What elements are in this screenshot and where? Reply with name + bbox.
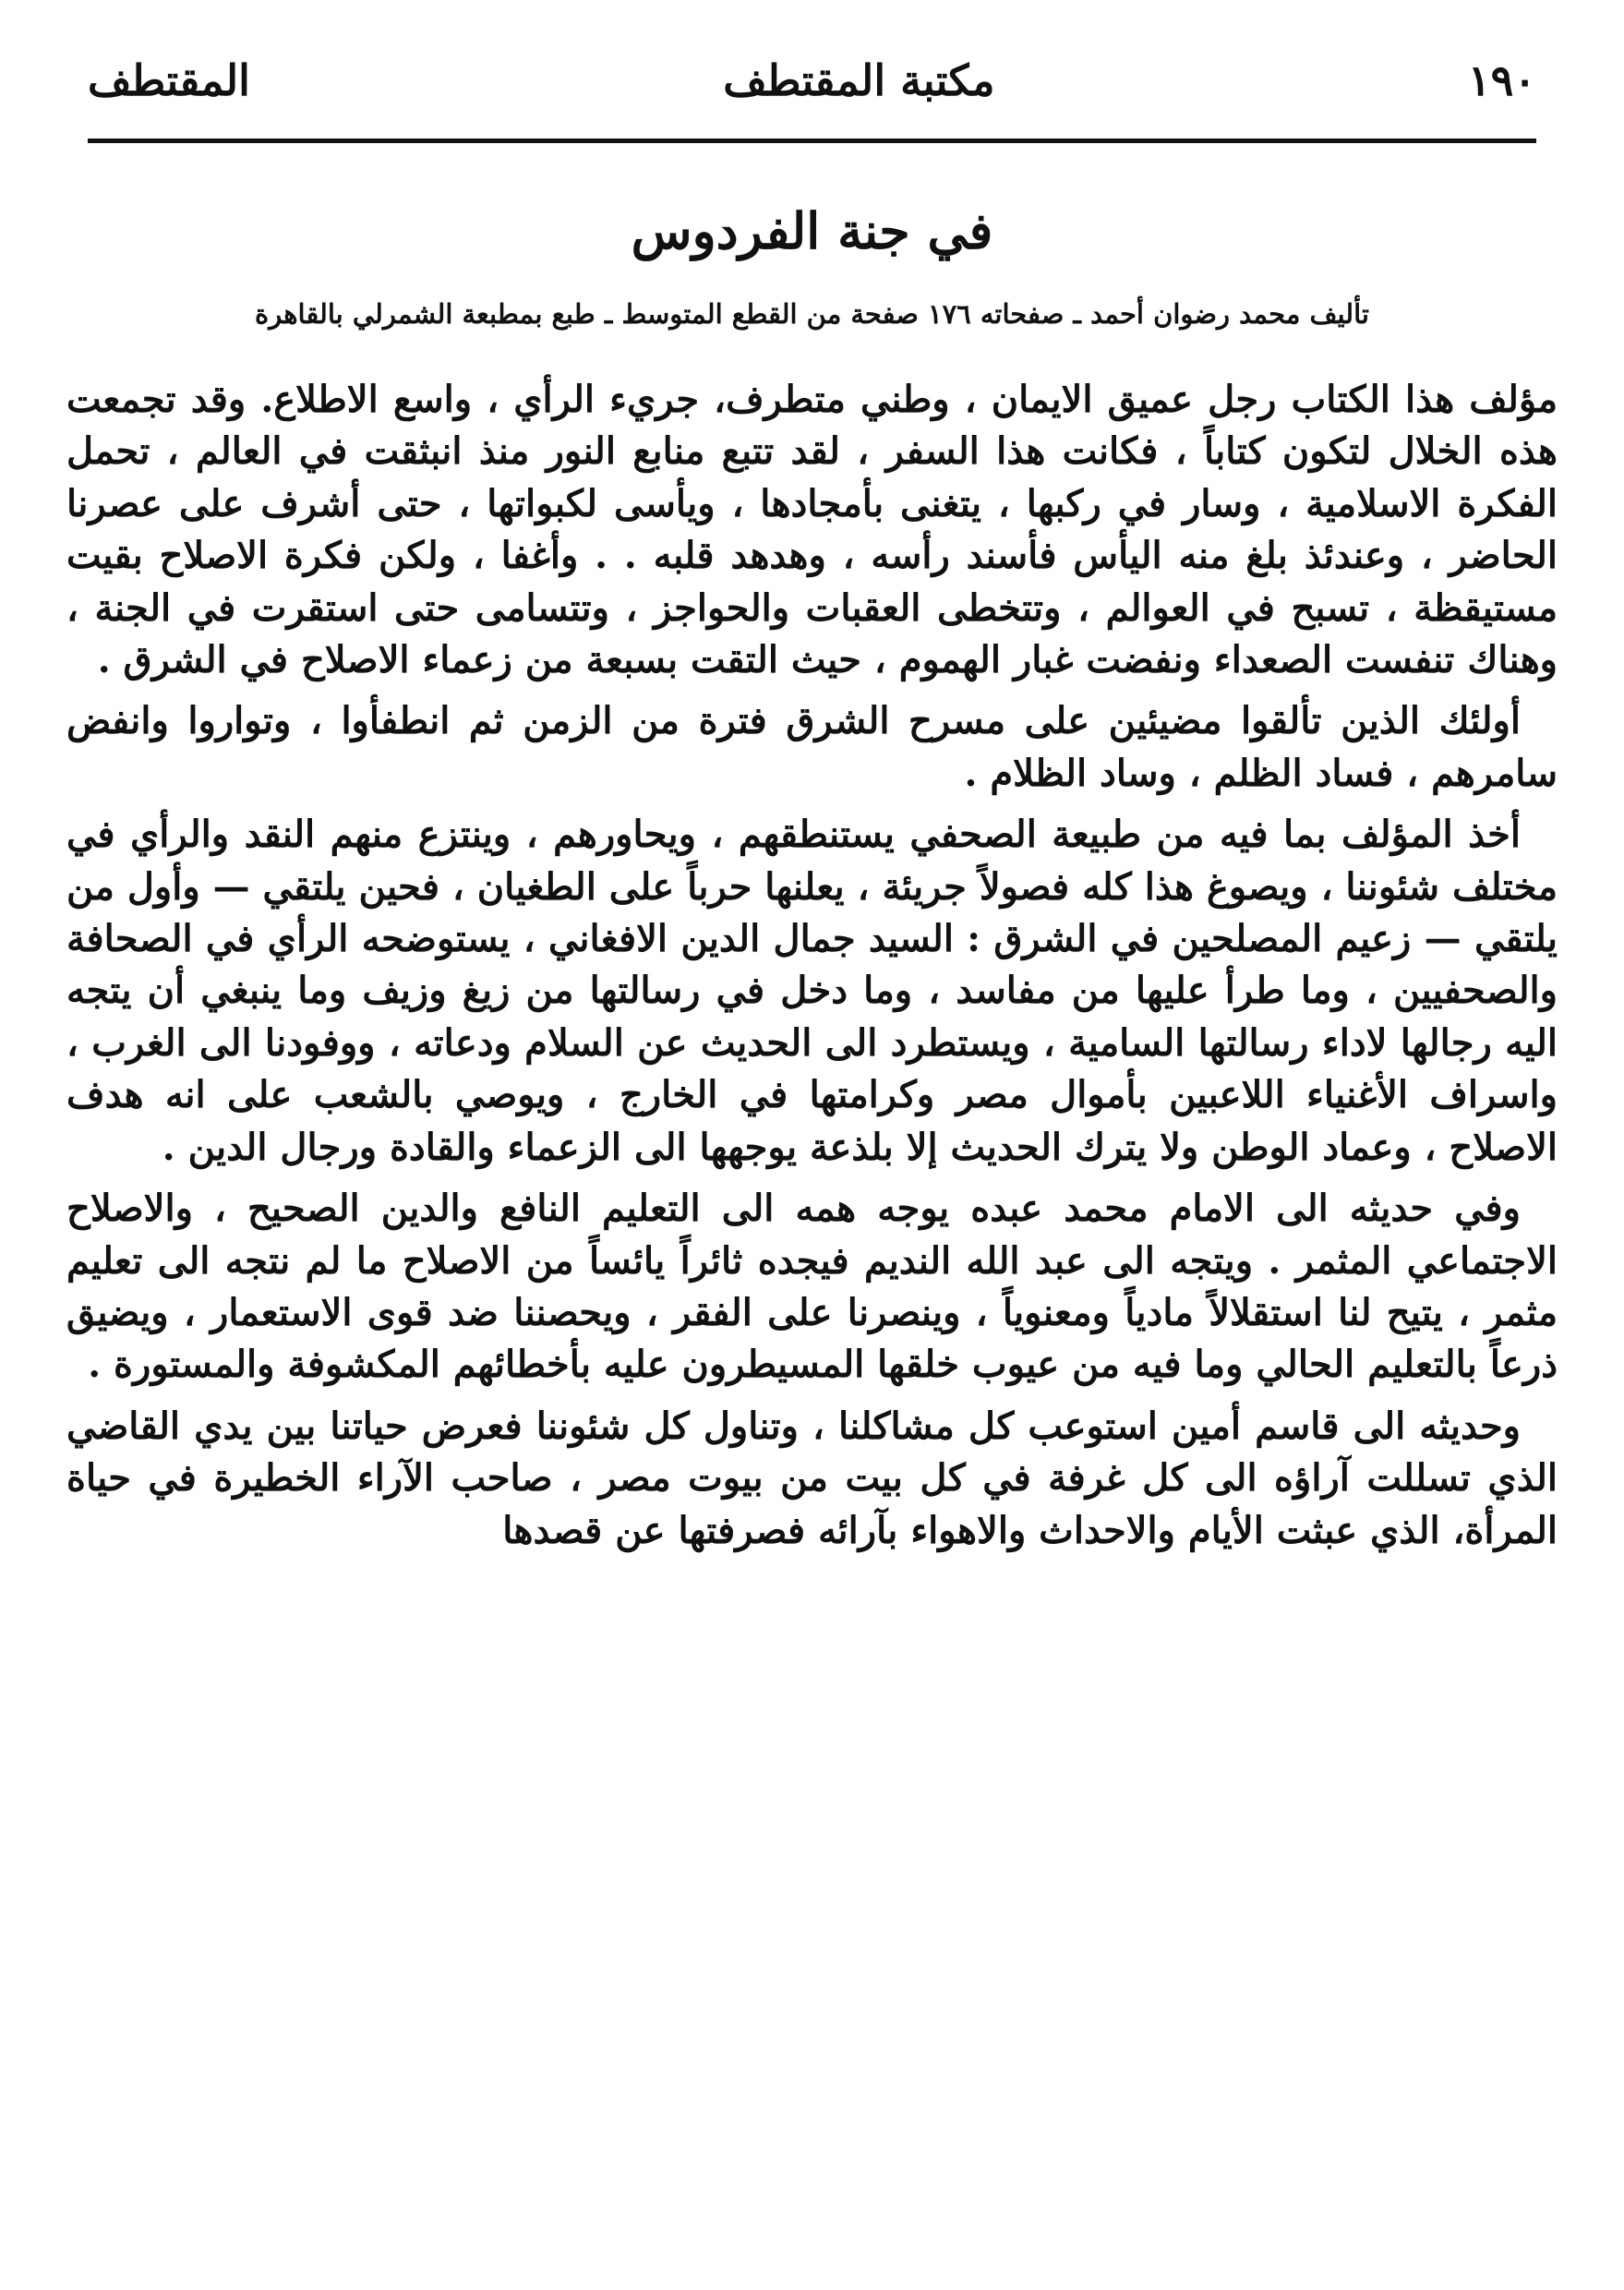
paragraph: أخذ المؤلف بما فيه من طبيعة الصحفي يستنطقهم ، ويحاورهم ، وينتزع منهم النقد والرأي في مختلف شئوننا ، ويصوغ هذا كله فصولاً جريئة ، يعلنها حرباً على الطغيان ، فحين يلتقي — وأول من يلتقي — زعيم المصلحين في الشرق : السيد جمال الدين الافغاني ، يستوضحه الرأي في الصحافة والصحفيين ، وما طرأ عليها من مفاسد ، وما دخل في رسالتها من زيغ وزيف وما ينبغي أن يتجه اليه رجالها لاداء رسالتها السامية ، ويستطرد الى الحديث عن السلام ودعاته ، ووفودنا الى الغرب ، واسراف الأغنياء اللاعبين بأموال مصر وكرامتها في الخارج ، ويوصي بالشعب على انه هدف الاصلاح ، وعماد الوطن ولا يترك الحديث إلا بلذعة يوجهها الى الزعماء والقادة ورجال الدين . [66,813,1558,1169]
book-info: تأليف محمد رضوان أحمد ـ صفحاته ١٧٦ صفحة من القطع المتوسط ـ طبع بمطبعة الشمرلي بالقاهرة [255,298,1369,330]
paragraph: وفي حديثه الى الامام محمد عبده يوجه همه الى التعليم النافع والدين الصحيح ، والاصلاح الاجتماعي المثمر . ويتجه الى عبد الله النديم فيجده ثائراً يائساً من الاصلاح ما لم نتجه الى تعليم مثمر ، يتيح لنا استقلالاً مادياً ومعنوياً ، وينصرنا على الفقر ، ويحصننا ضد قوى الاستعمار ، ويضيق ذرعاً بالتعليم الحالي وما فيه من عيوب خلقها المسيطرون عليه بأخطائهم المكشوفة والمستورة . [66,1187,1558,1387]
section-title: مكتبة المقتطف [723,55,995,105]
page-number: ١٩٠ [1467,55,1536,105]
article-body [66,374,1558,2272]
paragraph: أولئك الذين تألقوا مضيئين على مسرح الشرق فترة من الزمن ثم انطفأوا ، وتواروا وانفض سامرهم ، فساد الظلم ، وساد الظلام . [66,699,1558,795]
journal-name: المقتطف [88,55,250,105]
article-title: في جنة الفردوس [631,201,993,260]
header-rule [88,139,1536,143]
paragraph: وحديثه الى قاسم أمين استوعب كل مشاكلنا ، وتناول كل شئوننا فعرض حياتنا بين يدي القاضي الذي تسللت آراؤه الى كل غرفة في كل بيت من بيوت مصر ، صاحب الآراء الخطيرة في حياة المرأة، الذي عبثت الأيام والاحداث والاهواء بآرائه فصرفتها عن قصدها [66,1404,1558,1552]
paragraph: مؤلف هذا الكتاب رجل عميق الايمان ، وطني متطرف، جريء الرأي ، واسع الاطلاع. وقد تجمعت هذه الخلال لتكون كتاباً ، فكانت هذا السفر ، لقد تتبع منابع النور منذ انبثقت في العالم ، تحمل الفكرة الاسلامية ، وسار في ركبها ، يتغنى بأمجادها ، ويأسى لكبواتها ، حتى أشرف على عصرنا الحاضر ، وعندئذ بلغ منه اليأس فأسند رأسه ، وهدهد قلبه . . وأغفا ، ولكن فكرة الاصلاح بقيت مستيقظة ، تسبح في العوالم ، وتتخطى العقبات والحواجز ، وتتسامى حتى استقرت في الجنة ، وهناك تنفست الصعداء ونفضت غبار الهموم ، حيث التقت بسبعة من زعماء الاصلاح في الشرق . [66,378,1558,682]
running-head [88,48,1536,113]
